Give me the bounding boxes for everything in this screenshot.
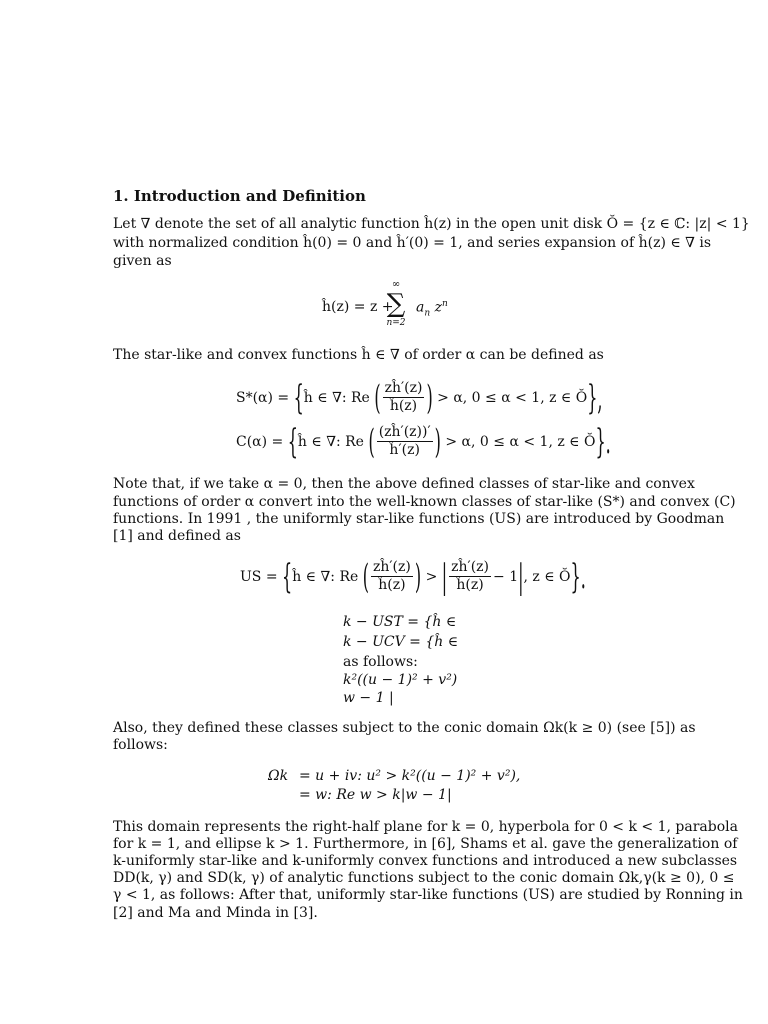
section-heading: 1. Introduction and Definition	[113, 187, 366, 205]
fragment-as-follows: as follows:	[343, 654, 418, 670]
starlike-sentence: The star-like and convex functions ĥ ∈ ∇ of order α can be defined as	[113, 347, 604, 363]
domain-line-1: This domain represents the right-half plane for k = 0, hyperbola for 0 < k < 1, parabola	[113, 819, 738, 835]
note-line-3: functions. In 1991 , the uniformly star-like functions (US) are introduced by Goodman	[113, 511, 725, 527]
fragment-conic-rhs: k²((u − 1)² + v²)	[343, 672, 458, 688]
close-brace: }.	[570, 556, 586, 597]
sum-sign: ∑	[386, 289, 406, 319]
note-line-2: functions of order α convert into the well-known classes of star-like (S*) and convex (C)	[113, 494, 736, 510]
exponent: n	[442, 299, 448, 309]
abs-bar-right: |	[518, 556, 524, 597]
fragment-ust: k − UST = {ĥ ∈	[343, 614, 457, 630]
sum-upper-limit: ∞	[391, 279, 401, 290]
series-term	[416, 299, 448, 318]
abs-bar-left: |	[441, 556, 448, 597]
close-brace: }.	[595, 421, 611, 462]
close-brace: },	[587, 377, 603, 418]
greater-than: >	[425, 568, 438, 585]
coefficient-index: n	[424, 308, 431, 319]
note-line-4: [1] and defined as	[113, 528, 241, 544]
series-lhs: ĥ(z) = z +	[322, 299, 394, 315]
eq-set-condition: ĥ ∈ ∇: Re	[303, 389, 370, 406]
fraction	[371, 559, 413, 594]
open-brace: {	[287, 421, 298, 462]
variable: z	[434, 299, 442, 316]
intro-line-1: Let ∇ denote the set of all analytic function ĥ(z) in the open unit disk Ŏ = {z ∈ ℂ: |z| < 1}	[113, 216, 750, 232]
intro-line-2: with normalized condition ĥ(0) = 0 and ĥ′(0) = 1, and series expansion of ĥ(z) ∈ ∇ is	[113, 235, 712, 251]
omega-line-2: = w: Re w > k|w − 1|	[299, 787, 452, 803]
close-paren: )	[414, 556, 422, 597]
open-paren: (	[374, 377, 381, 418]
equation-starlike	[236, 377, 603, 418]
numerator: zĥ′(z)	[372, 559, 411, 575]
eq-constraint: > α, 0 ≤ α < 1, z ∈ Ŏ	[445, 433, 596, 450]
sum-lower-limit: n=2	[386, 318, 406, 328]
denominator: ĥ(z)	[378, 577, 406, 593]
numerator: (zĥ′(z))′	[378, 424, 431, 440]
denominator: ĥ(z)	[456, 577, 484, 593]
eq-lhs: US =	[240, 568, 278, 585]
denominator: ĥ′(z)	[389, 442, 420, 458]
eq-constraint: > α, 0 ≤ α < 1, z ∈ Ŏ	[437, 389, 588, 406]
eq-lhs: S*(α) =	[236, 389, 290, 406]
eq-lhs: C(α) =	[236, 433, 284, 450]
open-brace: {	[282, 556, 293, 597]
domain-line-4: DD(k, γ) and SD(k, γ) of analytic functions subject to the conic domain Ωk,γ(k ≥ 0), 0 ≤	[113, 870, 735, 886]
equation-convex	[236, 421, 611, 462]
conic-line-1: Also, they defined these classes subject to the conic domain Ωk(k ≥ 0) (see [5]) as	[113, 720, 696, 736]
domain-line-6: [2] and Ma and Minda in [3].	[113, 905, 318, 921]
domain-line-5: γ < 1, as follows: After that, uniformly star-like functions (US) are studied by Ronning in	[113, 887, 743, 903]
coefficient: a	[416, 299, 425, 316]
numerator: zĥ′(z)	[384, 380, 423, 396]
numerator: zĥ′(z)	[451, 559, 490, 575]
abs-fraction	[449, 559, 491, 594]
domain-line-3: k-uniformly star-like and k-uniformly convex functions and introduced a new subclasses	[113, 853, 738, 869]
domain-line-2: for k = 1, and ellipse k > 1. Furthermore, in [6], Shams et al. gave the generalization of	[113, 836, 738, 852]
eq-constraint: , z ∈ Ŏ	[523, 568, 571, 585]
eq-set-condition: ĥ ∈ ∇: Re	[292, 568, 359, 585]
omega-line-1: = u + iv: u² > k²((u − 1)² + v²),	[299, 768, 521, 784]
denominator: ĥ(z)	[389, 398, 418, 414]
fragment-ucv: k − UCV = {ĥ ∈	[343, 634, 459, 650]
fraction	[383, 380, 425, 415]
omega-lhs: Ωk	[268, 768, 289, 784]
eq-set-condition: ĥ ∈ ∇: Re	[297, 433, 364, 450]
close-paren: )	[434, 421, 441, 462]
close-paren: )	[426, 377, 433, 418]
open-brace: {	[293, 377, 304, 418]
note-line-1: Note that, if we take α = 0, then the above defined classes of star-like and convex	[113, 476, 695, 492]
minus-one: − 1	[493, 568, 519, 585]
fraction	[377, 424, 433, 459]
fragment-abs: w − 1 |	[343, 690, 394, 706]
equation-uniform-starlike	[240, 556, 586, 597]
open-paren: (	[362, 556, 369, 597]
summation	[384, 280, 408, 328]
open-paren: (	[368, 421, 375, 462]
conic-line-2: follows:	[113, 737, 168, 753]
intro-line-3: given as	[113, 253, 172, 269]
